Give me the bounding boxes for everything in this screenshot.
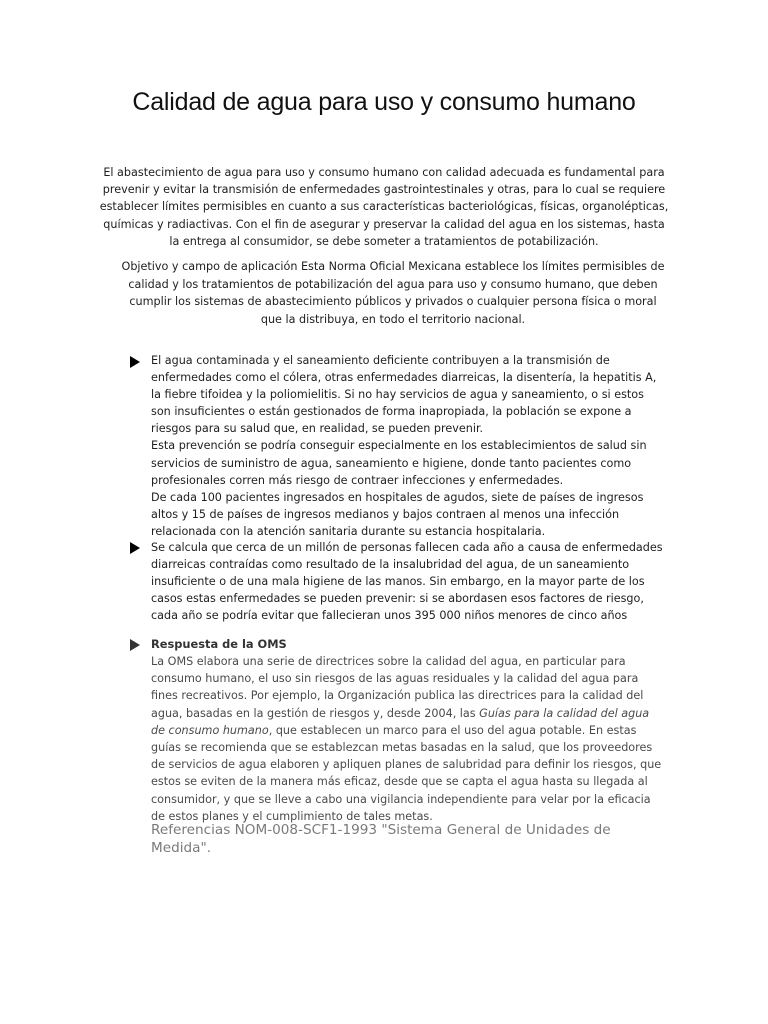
triangle-right-icon: [130, 356, 140, 368]
bullet-1-paragraph-3: De cada 100 pacientes ingresados en hospitales de agudos, siete de países de ingresos altos y 15 de países de ingresos medianos y bajos contraen al menos una infección relacionada con la atención sanitaria durante su estancia hospitalaria.: [151, 490, 644, 538]
oms-heading: Respuesta de la OMS: [151, 637, 287, 651]
bullet-1-paragraph-2: Esta prevención se podría conseguir especialmente en los establecimientos de salud sin servicios de suministro de agua, saneamiento e higiene, donde tanto pacientes como profesionales corren más riesgo de contraer infecciones y enfermedades.: [151, 439, 647, 487]
references: Referencias NOM-008-SCF1-1993 "Sistema General de Unidades de Medida".: [151, 822, 611, 856]
document-title: Calidad de agua para uso y consumo humano: [132, 88, 636, 116]
oms-guide-title: Guías para la calidad del agua de consumo humano: [151, 706, 650, 737]
bullet-item-1: [151, 352, 665, 540]
bullet-1-paragraph-1: El agua contaminada y el saneamiento deficiente contribuyen a la transmisión de enfermedades como el cólera, otras enfermedades diarreicas, la disentería, la hepatitis A, la fiebre tifoidea y la poliomielitis. Si no hay servicios de agua y saneamiento, o si estos son insuficientes o están gestionados de forma inapropiada, la población se expone a riesgos para su salud que, en realidad, se pueden prevenir.: [151, 354, 657, 436]
objective-paragraph: Objetivo y campo de aplicación Esta Norma Oficial Mexicana establece los límites permisibles de calidad y los tratamientos de potabilización del agua para uso y consumo humano, que deben cumplir los sistemas de abastecimiento públicos y privados o cualquier persona física o moral que la distribuya, en todo el territorio nacional.: [121, 260, 665, 326]
triangle-right-icon: [130, 542, 140, 554]
intro-paragraph: El abastecimiento de agua para uso y consumo humano con calidad adecuada es fundamental para prevenir y evitar la transmisión de enfermedades gastrointestinales y otras, para lo cual se requiere establecer límites permisibles en cuanto a sus características bacteriológicas, físicas, organolépticas, químicas y radiactivas. Con el fin de asegurar y preservar la calidad del agua en los sistemas, hasta la entrega al consumidor, se debe someter a tratamientos de potabilización.: [99, 166, 669, 248]
oms-text-after: , que establecen un marco para el uso del agua potable. En estas guías se recomienda que se establezcan metas basadas en la salud, que los proveedores de servicios de agua elaboren y apliquen planes de salubridad para definir los riesgos, que estos se eviten de la manera más eficaz, desde que se capta el agua hasta su llegada al consumidor, y que se lleve a cabo una vigilancia independiente para velar por la eficacia de estos planes y el cumplimiento de tales metas.: [151, 723, 662, 823]
bullet-2-paragraph-1: Se calcula que cerca de un millón de personas fallecen cada año a causa de enfermedades diarreicas contraídas como resultado de la insalubridad del agua, de un saneamiento insuficiente o de una mala higiene de las manos. Sin embargo, en la mayor parte de los casos estas enfermedades se pueden prevenir: si se abordasen esos factores de riesgo, cada año se podría evitar que fallecieran unos 395 000 niños menores de cinco años: [151, 541, 663, 623]
triangle-right-icon: [130, 639, 140, 651]
oms-paragraph: [151, 653, 663, 825]
oms-text-before: La OMS elabora una serie de directrices sobre la calidad del agua, en particular para consumo humano, el uso sin riesgos de las aguas residuales y la calidad del agua para fines recreativos. Por ejemplo, la Organización publica las directrices para la calidad del agua, basadas en la gestión de riesgos y, desde 2004, las: [151, 655, 644, 720]
bullet-item-2: [151, 539, 665, 624]
